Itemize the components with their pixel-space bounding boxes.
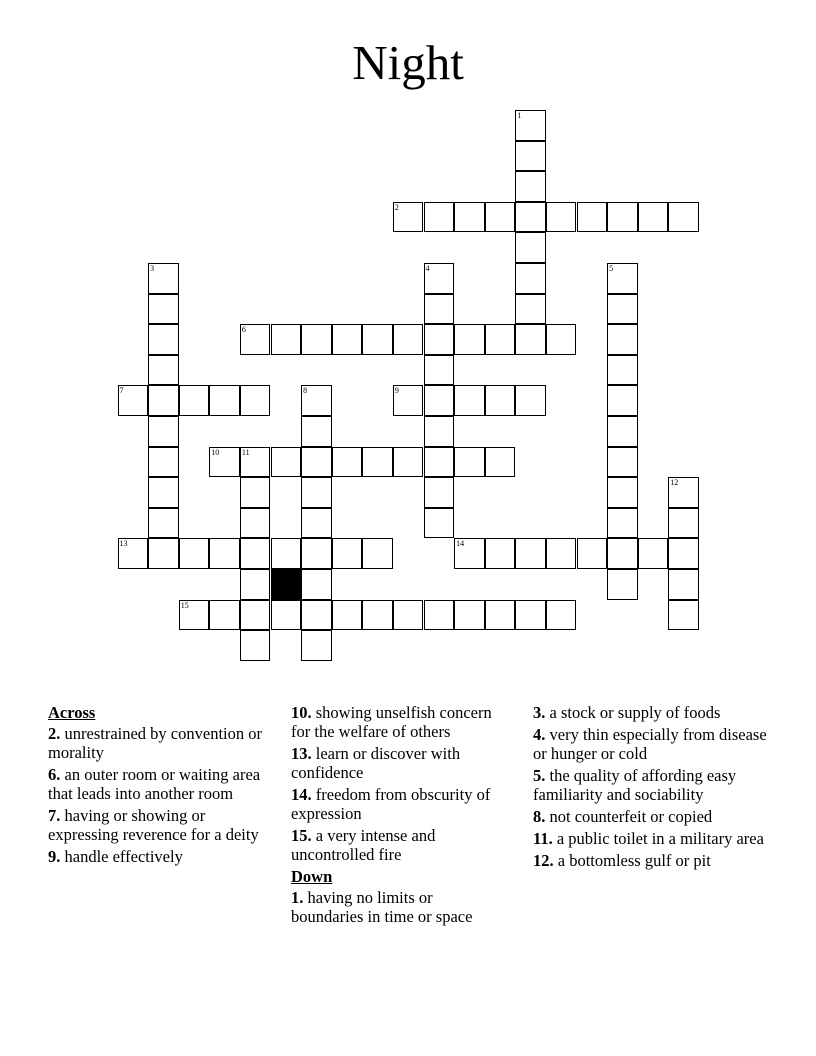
grid-cell[interactable] [148,385,179,416]
grid-cell[interactable] [240,538,271,569]
grid-cell[interactable] [577,202,608,233]
grid-cell[interactable] [424,202,455,233]
grid-cell[interactable] [515,110,546,141]
grid-cell[interactable] [148,538,179,569]
clue-down-11: 11. a public toilet in a military area [533,829,764,848]
grid-cell[interactable] [148,447,179,478]
grid-cell[interactable] [148,294,179,325]
down-header: Down [291,867,333,886]
grid-cell[interactable] [148,324,179,355]
grid-cell[interactable] [546,600,577,631]
grid-cell[interactable] [301,385,332,416]
grid-cell[interactable] [393,324,424,355]
clue-number-12: 12 [670,478,679,488]
grid-cell[interactable] [515,385,546,416]
grid-cell[interactable] [209,447,240,478]
grid-cell[interactable] [607,477,638,508]
grid-cell[interactable] [485,202,516,233]
grid-cell[interactable] [515,538,546,569]
grid-cell[interactable] [301,447,332,478]
clue-down-5: 5. the quality of affording easy familiarity and sociability [533,766,737,804]
grid-cell[interactable] [118,538,149,569]
clue-number-4: 4 [425,264,430,273]
grid-cell[interactable] [485,324,516,355]
clue-across-9: 9. handle effectively [48,847,183,866]
grid-cell[interactable] [546,324,577,355]
grid-cell[interactable] [240,324,271,355]
grid-cell[interactable] [424,294,455,325]
grid-cell[interactable] [607,294,638,325]
grid-cell[interactable] [454,202,485,233]
grid-cell[interactable] [271,447,302,478]
clue-column-3 [533,703,773,873]
grid-cell[interactable] [301,416,332,447]
grid-cell[interactable] [607,324,638,355]
grid-cell[interactable] [301,477,332,508]
grid-cell[interactable] [393,600,424,631]
clue-down-1: 1. having no limits or boundaries in time or space [291,888,473,926]
grid-cell[interactable] [515,232,546,263]
grid-cell[interactable] [271,538,302,569]
clue-number-14: 14 [456,539,465,549]
grid-cell[interactable] [607,263,638,294]
grid-cell[interactable] [148,508,179,539]
grid-cell[interactable] [271,324,302,355]
grid-cell[interactable] [148,416,179,447]
grid-cell[interactable] [240,630,271,661]
black-cell [271,569,302,600]
grid-cell[interactable] [332,447,363,478]
grid-cell[interactable] [148,263,179,294]
grid-cell[interactable] [240,385,271,416]
grid-cell[interactable] [424,263,455,294]
clue-across-6: 6. an outer room or waiting area that leads into another room [48,765,261,803]
grid-cell[interactable] [271,600,302,631]
grid-cell[interactable] [179,538,210,569]
grid-cell[interactable] [515,171,546,202]
grid-cell[interactable] [301,538,332,569]
grid-cell[interactable] [209,600,240,631]
clue-across-10: 10. showing unselfish concern for the welfare of others [291,703,492,741]
grid-cell[interactable] [332,600,363,631]
clue-number-13: 13 [119,539,128,549]
grid-cell[interactable] [607,447,638,478]
grid-cell[interactable] [515,263,546,294]
grid-cell[interactable] [668,202,699,233]
clue-number-15: 15 [180,600,189,610]
grid-cell[interactable] [607,416,638,447]
clue-number-9: 9 [394,386,399,396]
grid-cell[interactable] [301,508,332,539]
grid-cell[interactable] [362,324,393,355]
grid-cell[interactable] [424,508,455,539]
page-title: Night [352,35,464,90]
grid-cell[interactable] [424,447,455,478]
grid-cell[interactable] [362,447,393,478]
grid-cell[interactable] [301,630,332,661]
grid-cell[interactable] [607,508,638,539]
grid-cell[interactable] [301,569,332,600]
clue-number-7: 7 [119,386,124,396]
grid-cell[interactable] [454,538,485,569]
grid-cell[interactable] [485,447,516,478]
grid-cell[interactable] [332,538,363,569]
clue-across-15: 15. a very intense and uncontrolled fire [291,826,436,864]
grid-cell[interactable] [393,447,424,478]
grid-cell[interactable] [515,600,546,631]
grid-cell[interactable] [424,477,455,508]
clue-number-2: 2 [394,202,399,212]
clue-number-5: 5 [609,264,614,273]
grid-cell[interactable] [424,600,455,631]
grid-cell[interactable] [118,385,149,416]
grid-cell[interactable] [424,324,455,355]
grid-cell[interactable] [668,477,699,508]
clue-number-8: 8 [303,386,308,396]
grid-cell[interactable] [668,508,699,539]
grid-cell[interactable] [301,600,332,631]
grid-cell[interactable] [668,569,699,600]
grid-cell[interactable] [546,538,577,569]
grid-cell[interactable] [607,385,638,416]
grid-cell[interactable] [485,385,516,416]
grid-cell[interactable] [668,538,699,569]
clue-number-6: 6 [241,325,246,335]
grid-cell[interactable] [209,538,240,569]
grid-cell[interactable] [638,202,669,233]
grid-cell[interactable] [240,600,271,631]
clue-number-1: 1 [517,111,522,120]
grid-cell[interactable] [240,569,271,600]
grid-cell[interactable] [148,355,179,386]
clue-across-13: 13. learn or discover with confidence [291,744,461,782]
grid-cell[interactable] [424,355,455,386]
grid-cell[interactable] [179,600,210,631]
grid-cell[interactable] [454,385,485,416]
clue-down-12: 12. a bottomless gulf or pit [533,851,711,870]
grid-cell[interactable] [668,600,699,631]
clue-across-7: 7. having or showing or expressing reverence for a deity [48,806,259,844]
clue-column-2 [291,703,506,929]
clue-number-10: 10 [211,447,220,457]
clue-down-4: 4. very thin especially from disease or hunger or cold [533,725,767,763]
clue-number-3: 3 [150,264,155,273]
clue-column-1 [48,703,273,869]
grid-cell[interactable] [515,294,546,325]
grid-cell[interactable] [179,385,210,416]
clue-number-11: 11 [241,447,250,457]
clue-down-3: 3. a stock or supply of foods [533,703,721,722]
grid-cell[interactable] [485,538,516,569]
grid-cell[interactable] [240,508,271,539]
grid-cell[interactable] [454,324,485,355]
grid-cell[interactable] [393,202,424,233]
grid-cell[interactable] [607,355,638,386]
grid-cell[interactable] [148,477,179,508]
grid-cell[interactable] [393,385,424,416]
clue-across-2: 2. unrestrained by convention or morality [48,724,262,762]
grid-cell[interactable] [454,600,485,631]
grid-cell[interactable] [301,324,332,355]
grid-cell[interactable] [607,538,638,569]
grid-cell[interactable] [362,600,393,631]
grid-cell[interactable] [209,385,240,416]
clue-down-8: 8. not counterfeit or copied [533,807,713,826]
grid-cell[interactable] [515,141,546,172]
grid-cell[interactable] [362,538,393,569]
grid-cell[interactable] [515,202,546,233]
grid-cell[interactable] [240,447,271,478]
grid-cell[interactable] [607,202,638,233]
grid-cell[interactable] [454,447,485,478]
across-header: Across [48,703,96,722]
grid-cell[interactable] [424,416,455,447]
clue-across-14: 14. freedom from obscurity of expression [291,785,491,823]
grid-cell[interactable] [424,385,455,416]
grid-cell[interactable] [577,538,608,569]
grid-cell[interactable] [546,202,577,233]
grid-cell[interactable] [607,569,638,600]
grid-cell[interactable] [515,324,546,355]
grid-cell[interactable] [240,477,271,508]
grid-cell[interactable] [638,538,669,569]
grid-cell[interactable] [332,324,363,355]
grid-cell[interactable] [485,600,516,631]
